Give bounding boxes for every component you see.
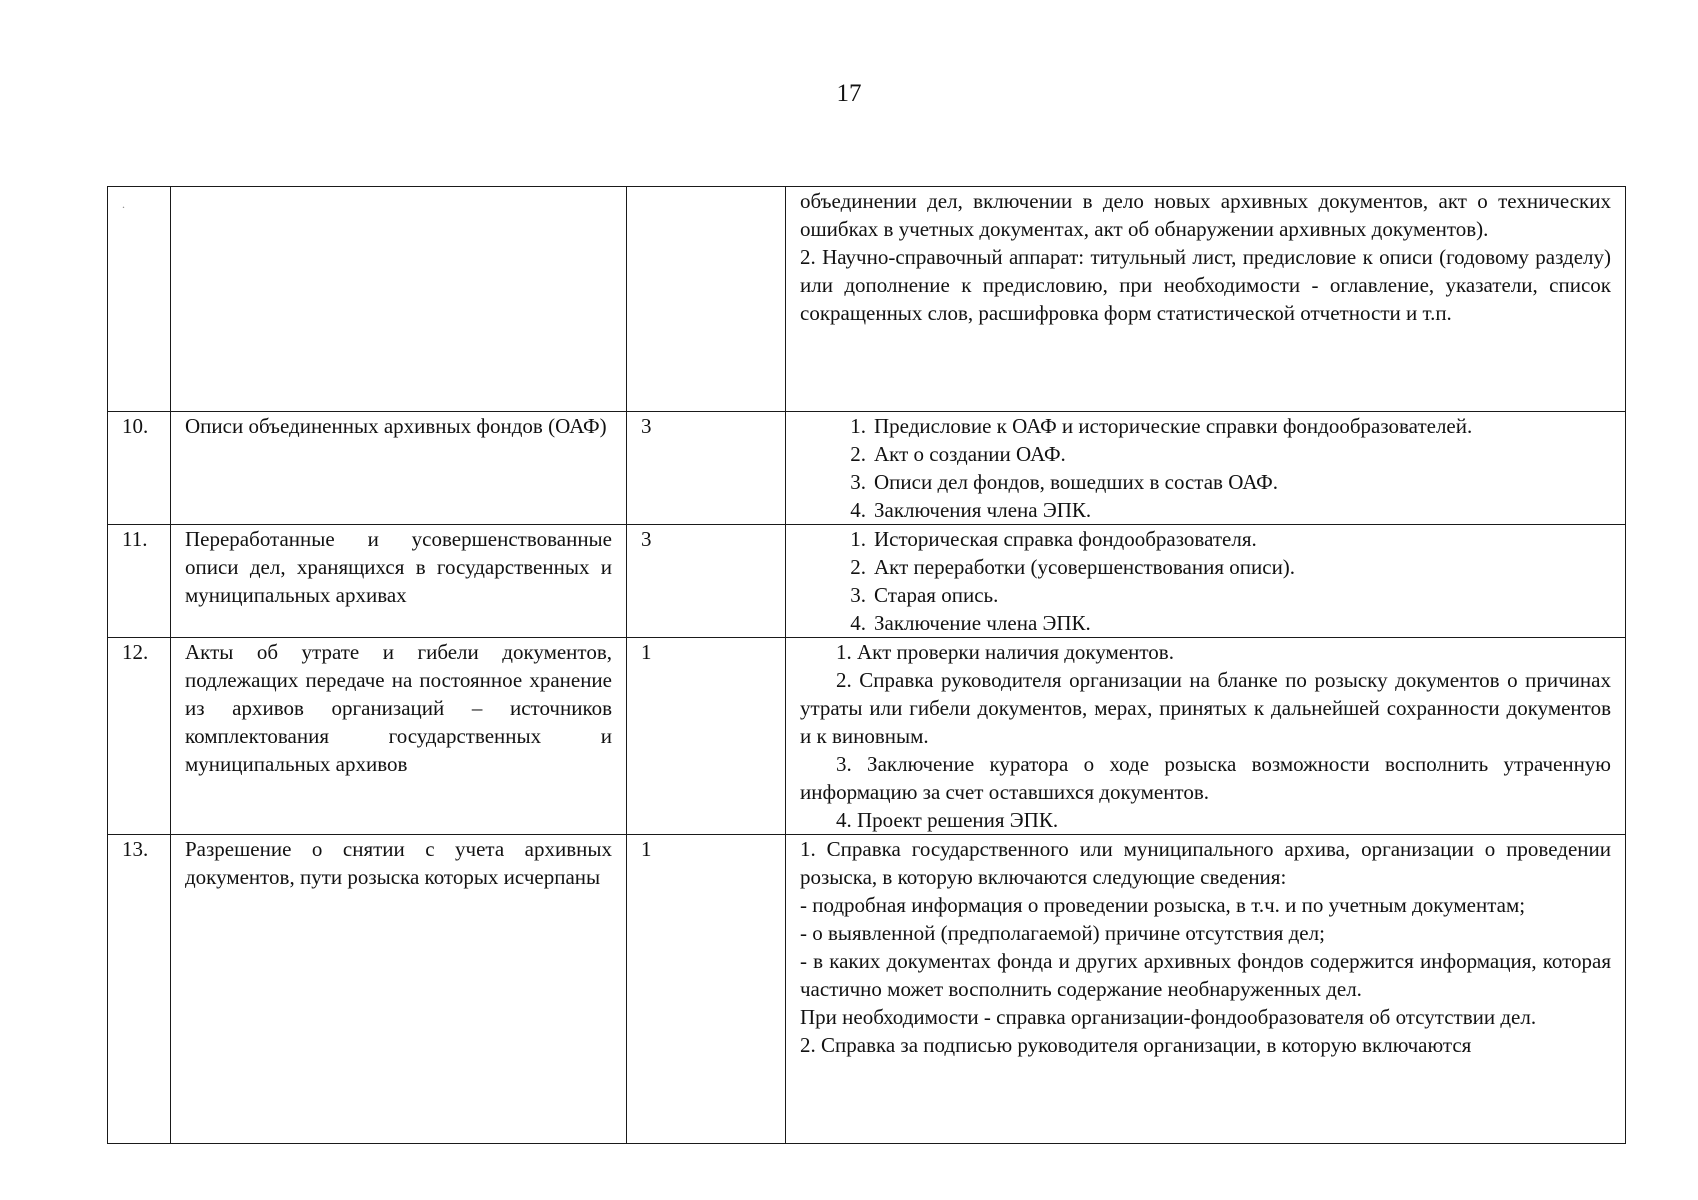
row-number-cell bbox=[108, 835, 171, 1144]
list-item: 3. Описи дел фондов, вошедших в состав ОАФ. bbox=[850, 470, 1279, 494]
row-number: . bbox=[122, 197, 125, 211]
row-number: 11. bbox=[122, 527, 148, 551]
doc-name-cell bbox=[171, 835, 627, 1144]
list-item: 1. Справка государственного или муниципального архива, организации о проведении розыска, в которую включаются следующие сведения: bbox=[800, 837, 1611, 889]
list-item: - о выявленной (предполагаемой) причине отсутствия дел; bbox=[800, 921, 1325, 945]
table-row bbox=[108, 835, 1626, 1144]
list-item: При необходимости - справка организации-фондообразователя об отсутствии дел. bbox=[800, 1005, 1537, 1029]
list-item: 2. Справка руководителя организации на бланке по розыску документов о причинах утраты или гибели документов, мерах, принятых к дальнейшей сохранности документов и к виновным. bbox=[800, 668, 1611, 748]
copies-count: 1 bbox=[641, 640, 652, 664]
list-item: 3. Заключение куратора о ходе розыска возможности восполнить утраченную информацию за счет оставшихся документов. bbox=[800, 752, 1611, 804]
list-item: 1. Историческая справка фондообразователя. bbox=[850, 527, 1257, 551]
table-row bbox=[108, 412, 1626, 525]
list-item: - в каких документах фонда и других архивных фондов содержится информация, которая частично может восполнить содержание необнаруженных дел. bbox=[800, 949, 1611, 1001]
doc-name-cell bbox=[171, 412, 627, 525]
doc-name: Акты об утрате и гибели документов, подлежащих передаче на постоянное хранение из архивов организаций – источников комплектования государственных и муниципальных архивов bbox=[185, 640, 612, 776]
row-number-cell bbox=[108, 638, 171, 835]
doc-name-cell bbox=[171, 187, 627, 412]
copies-count: 3 bbox=[641, 527, 652, 551]
row-number: 12. bbox=[122, 640, 149, 664]
copies-count-cell bbox=[627, 835, 786, 1144]
list-item: 1. Акт проверки наличия документов. bbox=[836, 640, 1174, 664]
list-item: 4. Заключение члена ЭПК. bbox=[850, 611, 1091, 635]
doc-name: Описи объединенных архивных фондов (ОАФ) bbox=[185, 414, 607, 438]
row-number: 13. bbox=[122, 837, 149, 861]
page-number: 17 bbox=[836, 80, 862, 107]
row-number-cell bbox=[108, 187, 171, 412]
doc-name: Переработанные и усовершенствованные описи дел, хранящихся в государственных и муниципальных архивах bbox=[185, 527, 612, 607]
copies-count: 3 bbox=[641, 414, 652, 438]
list-item: 4. Проект решения ЭПК. bbox=[836, 808, 1059, 832]
docs-paragraph: объединении дел, включении в дело новых архивных документов, акт о техническиx ошибках в учетных документах, акт об обнаружении архивных документов). bbox=[800, 189, 1611, 241]
table-row bbox=[108, 638, 1626, 835]
list-item: 2. Акт о создании ОАФ. bbox=[850, 442, 1066, 466]
required-documents-cell bbox=[786, 638, 1626, 835]
list-item: 3. Старая опись. bbox=[850, 583, 999, 607]
required-documents-cell bbox=[786, 525, 1626, 638]
row-number-cell bbox=[108, 525, 171, 638]
doc-name-cell bbox=[171, 638, 627, 835]
required-documents-cell bbox=[786, 835, 1626, 1144]
required-documents-cell bbox=[786, 187, 1626, 412]
table-row bbox=[108, 525, 1626, 638]
list-item: 1. Предисловие к ОАФ и исторические справки фондообразователей. bbox=[850, 414, 1473, 438]
row-number: 10. bbox=[122, 414, 149, 438]
copies-count: 1 bbox=[641, 837, 652, 861]
copies-count-cell bbox=[627, 525, 786, 638]
row-number-cell bbox=[108, 412, 171, 525]
doc-name: Разрешение о снятии с учета архивных документов, пути розыска которых исчерпаны bbox=[185, 837, 612, 889]
documents-table bbox=[107, 186, 1626, 1144]
copies-count-cell bbox=[627, 187, 786, 412]
list-item: - подробная информация о проведении розыска, в т.ч. и по учетным документам; bbox=[800, 893, 1526, 917]
doc-name-cell bbox=[171, 525, 627, 638]
required-documents-cell bbox=[786, 412, 1626, 525]
list-item: 2. Акт переработки (усовершенствования описи). bbox=[850, 555, 1296, 579]
table-row-continuation bbox=[108, 187, 1626, 412]
list-item: 2. Справка за подписью руководителя организации, в которую включаются bbox=[800, 1033, 1472, 1057]
copies-count-cell bbox=[627, 412, 786, 525]
list-item: 4. Заключения члена ЭПК. bbox=[850, 498, 1092, 522]
copies-count-cell bbox=[627, 638, 786, 835]
docs-paragraph: 2. Научно-справочный аппарат: титульный лист, предисловие к описи (годовому разделу) или дополнение к предисловию, при необходимости - оглавление, указатели, список сокращенных слов, расшифровка форм статистической отчетности и т.п. bbox=[800, 245, 1611, 325]
